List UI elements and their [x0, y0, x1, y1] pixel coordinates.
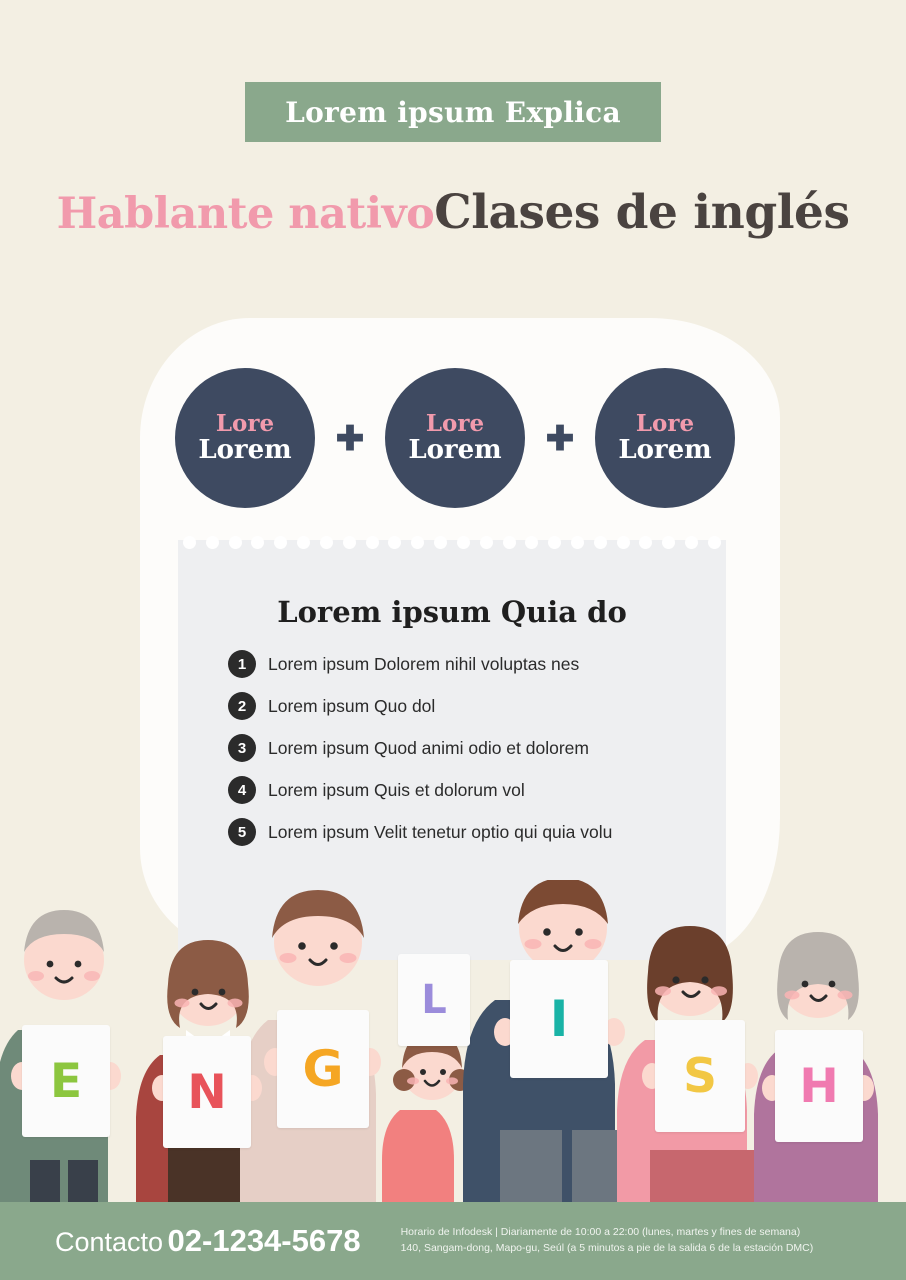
punch-hole	[639, 536, 652, 549]
list-item-label: Lorem ipsum Quo dol	[268, 695, 436, 716]
list-item-label: Lorem ipsum Quod animi odio et dolorem	[268, 737, 589, 758]
punch-hole	[229, 536, 242, 549]
title-badge	[245, 82, 661, 142]
circle-badge-3	[595, 368, 735, 508]
footer-info	[401, 1225, 814, 1257]
list-item	[228, 818, 698, 846]
note-list	[228, 650, 698, 860]
list-item	[228, 692, 698, 720]
list-item	[228, 776, 698, 804]
headline-pink: Hablante nativo	[56, 189, 435, 239]
punch-hole	[617, 536, 630, 549]
contact-label: Contacto	[55, 1227, 164, 1257]
punch-hole	[320, 536, 333, 549]
punch-hole	[274, 536, 287, 549]
punch-hole	[548, 536, 561, 549]
circle-badge-1	[175, 368, 315, 508]
footer-bar	[0, 1202, 906, 1280]
list-number: 1	[228, 650, 256, 678]
plus-icon: ✚	[545, 420, 575, 458]
list-number: 3	[228, 734, 256, 762]
note-title: Lorem ipsum Quia do	[277, 595, 627, 629]
list-item	[228, 650, 698, 678]
circle-2-top: Lore	[425, 409, 485, 437]
page-title	[0, 185, 906, 240]
list-number: 2	[228, 692, 256, 720]
footer-info-line-2: 140, Sangam-dong, Mapo-gu, Seúl (a 5 minutos a pie de la salida 6 de la estación DMC)	[400, 1242, 814, 1254]
punch-hole	[183, 536, 196, 549]
circle-1-bottom: Lorem	[198, 435, 292, 466]
plus-icon: ✚	[335, 420, 365, 458]
note-punch-holes	[178, 534, 726, 550]
punch-hole	[411, 536, 424, 549]
punch-hole	[571, 536, 584, 549]
punch-hole	[480, 536, 493, 549]
circle-3-top: Lore	[635, 409, 695, 437]
letter-card-g: G	[277, 1010, 369, 1128]
letter-card-s: S	[655, 1020, 745, 1132]
circle-1-top: Lore	[215, 409, 275, 437]
headline-dark: Clases de inglés	[434, 185, 850, 240]
list-item-label: Lorem ipsum Velit tenetur optio qui quia volu	[268, 821, 613, 842]
letter-card-i: I	[510, 960, 608, 1078]
letter-card-h: H	[775, 1030, 863, 1142]
list-number: 4	[228, 776, 256, 804]
list-item-label: Lorem ipsum Dolorem nihil voluptas nes	[268, 653, 580, 674]
punch-hole	[388, 536, 401, 549]
circle-2-bottom: Lorem	[408, 435, 502, 466]
punch-hole	[366, 536, 379, 549]
punch-hole	[594, 536, 607, 549]
punch-hole	[525, 536, 538, 549]
punch-hole	[503, 536, 516, 549]
letter-card-l: L	[398, 954, 470, 1046]
person-girl	[382, 1032, 471, 1205]
punch-hole	[434, 536, 447, 549]
punch-hole	[251, 536, 264, 549]
footer-info-line-1: Horario de Infodesk | Diariamente de 10:00 a 22:00 (lunes, martes y fines de semana)	[400, 1226, 801, 1239]
contact-block	[55, 1223, 361, 1259]
contact-phone[interactable]: 02-1234-5678	[167, 1223, 361, 1258]
list-item-label: Lorem ipsum Quis et dolorum vol	[268, 779, 525, 800]
punch-hole	[206, 536, 219, 549]
punch-hole	[685, 536, 698, 549]
punch-hole	[457, 536, 470, 549]
badge-label: Lorem ipsum Explica	[285, 95, 621, 129]
people-illustration	[0, 880, 906, 1205]
list-item	[228, 734, 698, 762]
circle-badge-2	[385, 368, 525, 508]
circle-3-bottom: Lorem	[618, 435, 712, 466]
punch-hole	[708, 536, 721, 549]
circle-group	[175, 368, 735, 508]
list-number: 5	[228, 818, 256, 846]
punch-hole	[297, 536, 310, 549]
letter-card-n: N	[163, 1036, 251, 1148]
punch-hole	[662, 536, 675, 549]
punch-hole	[343, 536, 356, 549]
letter-card-e: E	[22, 1025, 110, 1137]
